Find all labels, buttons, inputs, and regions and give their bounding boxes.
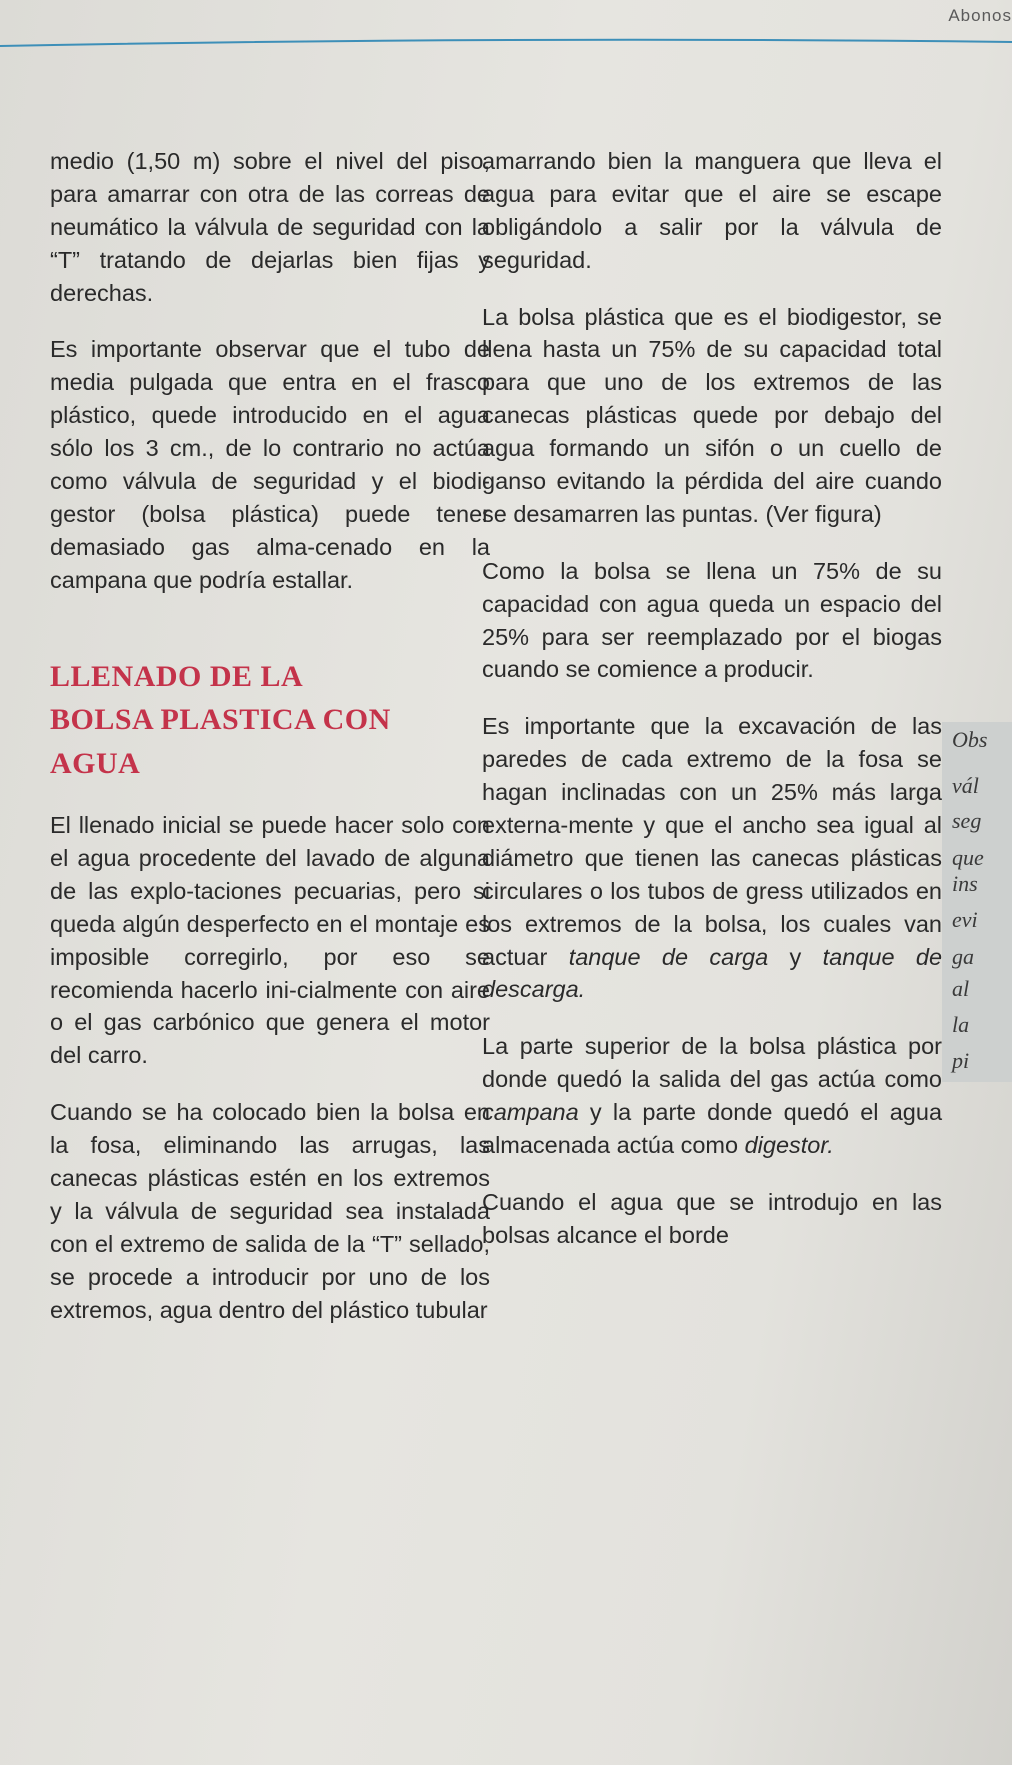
emphasis-text: digestor. [744,1132,834,1159]
emphasis-text: campana [482,1099,579,1126]
sidebar-word: ga [952,944,974,969]
sidebar-word: vál [952,773,979,798]
sidebar-word: al [952,976,970,1001]
paragraph: La bolsa plástica que es el biodigestor, se llena hasta un 75% de su capacidad total para que uno de los extremos de las canecas plásticas quede por debajo del agua formando un sifón o un cuello de ganso evitando la pérdida del aire cuando se desamarren las puntas. (Ver figura) [482,303,942,527]
sidebar-word: pi [952,1048,970,1073]
heading-line: BOLSA PLASTICA CON [50,703,391,737]
paragraph: amarrando bien la manguera que lleva el agua para evitar que el aire se escape obligándolo a salir por la válvula de seguridad. [482,148,942,273]
right-column [482,145,942,1276]
sidebar-word: Obs [952,727,988,752]
emphasis-text: tanque de carga [568,943,769,970]
sidebar-word: seg [952,808,982,833]
paragraph-text: y la parte donde quedó el agua almacenada actúa como [482,1099,943,1159]
heading-line: AGUA [50,746,141,780]
sidebar-word: evi [952,907,978,932]
paragraph: medio (1,50 m) sobre el nivel del piso, para amarrar con otra de las correas de neumático la válvula de seguridad con la “T” tratando de dejarlas bien fijas y derechas. [50,148,490,306]
paragraph-text: La parte superior de la bolsa plástica por donde quedó la salida del gas actúa como [482,1033,942,1093]
paragraph [482,1030,942,1162]
sidebar-word: ins [952,871,978,896]
sidebar-word: la [952,1012,970,1037]
paragraph: Como la bolsa se llena un 75% de su capacidad con agua queda un espacio del 25% para ser reemplazado por el biogas cuando se comience a producir. [482,557,942,683]
paragraph: Es importante observar que el tubo de media pulgada que entra en el frasco plástico, quede introducido en el agua sólo los 3 cm., de lo contrario no actúa como válvula de seguridad y el biodi-gestor (bolsa plástica) puede tener demasiado gas alma-cenado en la campana que podría estallar. [50,336,490,593]
paragraph-text: Es importante que la excavación de las paredes de cada extremo de la fosa se hagan inclinadas con un 25% más larga externa-mente y que el ancho sea igual al diámetro que tienen las canecas plásticas circulares o los tubos de gress utilizados en los extremos de la bolsa, los cuales van actuar [482,713,942,970]
heading-line: LLENADO DE LA [50,659,304,693]
paragraph-text: y [789,943,802,970]
sidebar-word: que [952,845,984,870]
paragraph: Cuando el agua que se introdujo en las bolsas alcance el borde [482,1188,942,1248]
left-column [50,145,490,1350]
paragraph [482,710,942,1006]
section-heading [50,655,490,786]
header-rule [0,32,1012,54]
paragraph: Cuando se ha colocado bien la bolsa en la fosa, eliminando las arrugas, las canecas plásticas estén en los extremos y la válvula de seguridad sea instalada con el extremo de salida de la “T” sellado, se procede a introducir por uno de los extremos, agua dentro del plástico tubular [50,1099,490,1323]
emphasis-text: tanque de descarga. [482,943,943,1003]
paragraph: El llenado inicial se puede hacer solo con el agua procedente del lavado de alguna de las explo-taciones pecuarias, pero si queda algún desperfecto en el montaje es imposible corregirlo, por eso se recomienda hacerlo ini-cialmente con aire o el gas carbónico que genera el motor del carro. [50,812,490,1069]
running-head: Abonos [948,6,1012,25]
